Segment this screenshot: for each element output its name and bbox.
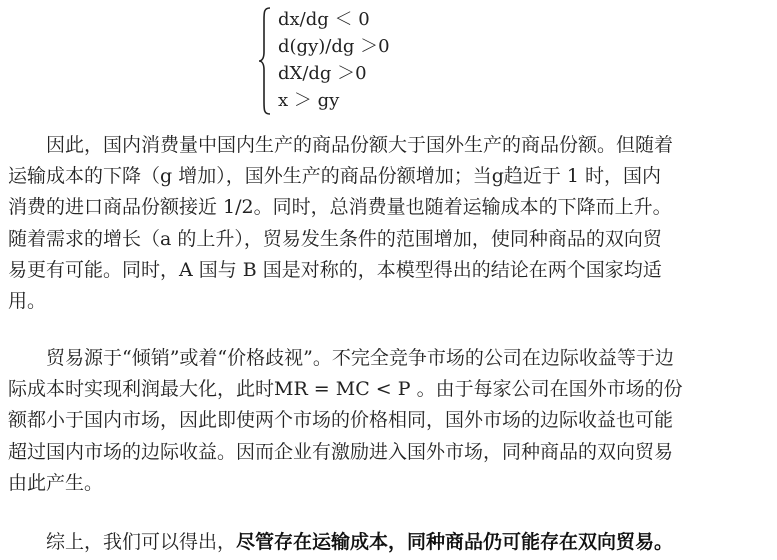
- paragraph-dumping: [8, 343, 769, 499]
- text-line: 贸易源于“倾销”或着“价格歧视”。不完全竞争市场的公司在边际收益等于边: [46, 347, 674, 369]
- equation-1: dx/dg ＜ 0: [278, 9, 370, 30]
- text-line: 由此产生。: [8, 471, 104, 494]
- text-line: 际成本时实现利润最大化，此时MR = MC < P 。由于每家公司在国外市场的份: [8, 378, 683, 401]
- paragraph-conclusion: [8, 527, 769, 558]
- text-line: 易更有可能。同时，A 国与 B 国是对称的，本模型得出的结论在两个国家均适: [8, 258, 662, 281]
- text-line: 消费的进口商品份额接近 1/2。同时，总消费量也随着运输成本的下降而上升。: [8, 196, 672, 219]
- left-brace: [258, 6, 272, 116]
- text-line: 额都小于国内市场，因此即使两个市场的价格相同，国外市场的边际收益也可能: [8, 409, 674, 432]
- paragraph-transport-cost: [8, 130, 769, 317]
- text-line: 超过国内市场的边际收益。因而企业有激励进入国外市场，同种商品的双向贸易: [8, 440, 674, 463]
- equation-4: x ＞ gy: [278, 90, 340, 111]
- text-line: 运输成本的下降（g 增加），国外生产的商品份额增加；当g趋近于 1 时，国内: [8, 165, 662, 188]
- equation-system: [258, 6, 458, 116]
- text-line: 随着需求的增长（a 的上升），贸易发生条件的范围增加，使同种商品的双向贸: [8, 227, 662, 250]
- text-line: 用。: [8, 289, 47, 312]
- equation-2: d(gy)/dg ＞0: [278, 36, 390, 57]
- text-line: 因此，国内消费量中国内生产的商品份额大于国外生产的商品份额。但随着: [46, 134, 674, 156]
- text-line: [8, 527, 769, 558]
- conclusion-bold-text: 尽管存在运输成本，同种商品仍可能存在双向贸易。: [236, 531, 674, 553]
- equation-3: dX/dg ＞0: [278, 63, 367, 84]
- conclusion-prefix: 综上，我们可以得出，: [46, 531, 237, 553]
